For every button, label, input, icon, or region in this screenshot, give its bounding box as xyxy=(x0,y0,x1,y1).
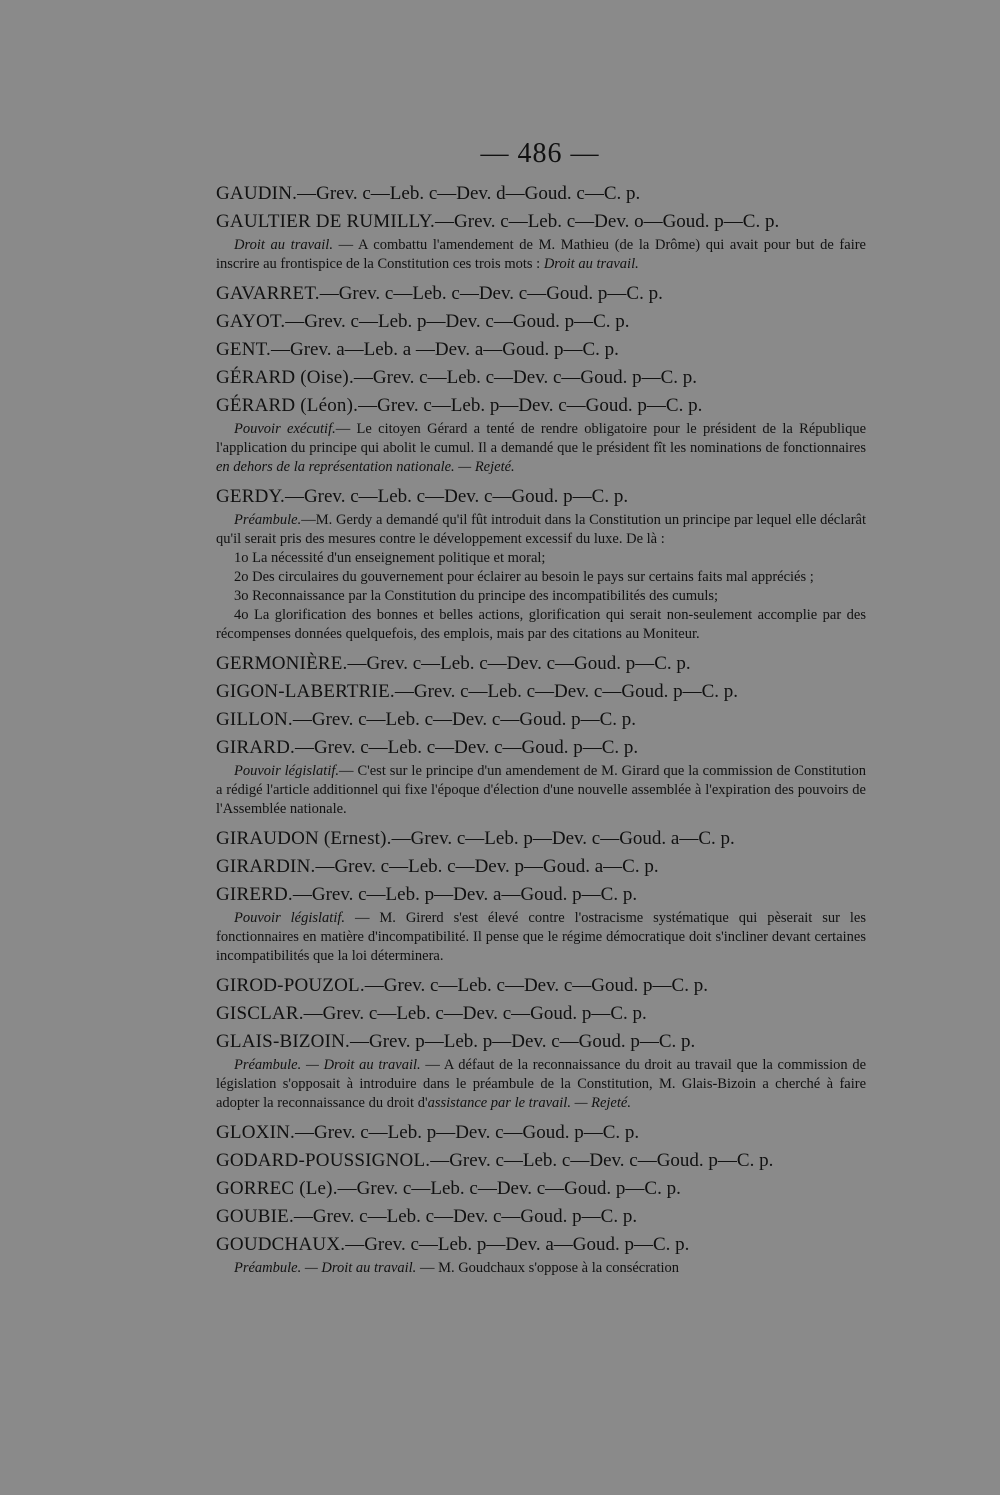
entry-heading xyxy=(216,1147,866,1175)
deputy-name: GAULTIER DE RUMILLY. xyxy=(216,211,436,232)
numbered-item: 2o Des circulaires du gouvernement pour éclairer au besoin le pays sur certains faits mal appréciés ; xyxy=(234,569,814,585)
entry-heading xyxy=(216,336,866,364)
entry-heading xyxy=(216,280,866,308)
vote-record: —Grev. c—Leb. c—Dev. c—Goud. p—C. p. xyxy=(347,653,691,674)
note-emphasis: en dehors de la représentation nationale. — Rejeté. xyxy=(216,459,515,475)
deputy-entry xyxy=(216,336,866,364)
vote-record: —Grev. a—Leb. a —Dev. a—Goud. p—C. p. xyxy=(271,339,619,360)
deputy-entry xyxy=(216,364,866,392)
deputy-name: GODARD-POUSSIGNOL. xyxy=(216,1150,431,1171)
vote-record: —Grev. c—Leb. c—Dev. c—Goud. p—C. p. xyxy=(292,709,637,730)
entries-list xyxy=(216,180,866,1284)
entry-heading xyxy=(216,706,866,734)
note-text: — C'est sur le principe d'un amendement de M. Girard que la commission de Constitution a rédigé l'article additionnel qui fixe l'époque d'élection d'une nouvelle assemblée à l'expiration des pouvoirs de l'Assemblée nationale. xyxy=(216,763,867,817)
numbered-item: 1o La nécessité d'un enseignement politique et moral; xyxy=(234,550,546,566)
deputy-name: GLOXIN. xyxy=(216,1122,295,1143)
deputy-name: GAUDIN. xyxy=(216,183,298,204)
entry-heading xyxy=(216,650,866,678)
deputy-entry xyxy=(216,678,866,706)
vote-record: —Grev. c—Leb. c—Dev. c—Goud. p—C. p. xyxy=(295,737,639,758)
vote-record: —Grev. c—Leb. c—Dev. c—Goud. p—C. p. xyxy=(364,975,708,996)
note-emphasis: Droit au travail. xyxy=(543,256,639,272)
vote-record: —Grev. c—Leb. c—Dev. p—Goud. a—C. p. xyxy=(315,856,659,877)
entry-heading xyxy=(216,208,866,236)
entry-heading xyxy=(216,1000,866,1028)
vote-record: —Grev. c—Leb. c—Dev. c—Goud. p—C. p. xyxy=(430,1150,774,1171)
entry-heading xyxy=(216,972,866,1000)
deputy-entry xyxy=(216,825,866,853)
entry-note xyxy=(216,236,866,274)
note-subject: Pouvoir exécutif. xyxy=(234,421,336,437)
vote-record: —Grev. c—Leb. c—Dev. c—Goud. p—C. p. xyxy=(337,1178,681,1199)
entry-heading xyxy=(216,308,866,336)
note-subject: Pouvoir législatif. xyxy=(234,910,346,926)
deputy-entry xyxy=(216,483,866,650)
deputy-entry xyxy=(216,734,866,819)
deputy-name: GÉRARD (Léon). xyxy=(216,395,359,416)
deputy-name: GIRARDIN. xyxy=(216,856,316,877)
deputy-name: GOUBIE. xyxy=(216,1206,294,1227)
deputy-entry xyxy=(216,280,866,308)
note-text: — A défaut de la reconnaissance du droit au travail que la commission de législation s'opposait à introduire dans le préambule de la Constitution, M. Glais-Bizoin a cherché à faire adopter la reconnaissance du droit d' xyxy=(216,1057,867,1111)
deputy-name: GENT. xyxy=(216,339,271,360)
entry-note xyxy=(216,1259,866,1278)
entry-heading xyxy=(216,881,866,909)
entry-heading xyxy=(216,1231,866,1259)
vote-record: —Grev. c—Leb. p—Dev. a—Goud. p—C. p. xyxy=(292,884,638,905)
entry-heading xyxy=(216,392,866,420)
deputy-entry xyxy=(216,1175,866,1203)
deputy-entry xyxy=(216,1203,866,1231)
note-subject: Préambule. — Droit au travail. xyxy=(234,1260,417,1276)
vote-record: —Grev. c—Leb. p—Dev. c—Goud. p—C. p. xyxy=(358,395,703,416)
numbered-item: 3o Reconnaissance par la Constitution du principe des incompatibilités des cumuls; xyxy=(234,588,719,604)
vote-record: —Grev. c—Leb. c—Dev. d—Goud. c—C. p. xyxy=(297,183,641,204)
note-text: — A combattu l'amendement de M. Mathieu (de la Drôme) qui avait pour but de faire inscrire au frontispice de la Constitution ces trois mots : xyxy=(216,237,866,272)
vote-record: —Grev. c—Leb. c—Dev. c—Goud. p—C. p. xyxy=(293,1206,638,1227)
entry-heading xyxy=(216,483,866,511)
note-subject: Droit au travail. xyxy=(234,237,333,253)
entry-note xyxy=(216,1056,866,1113)
vote-record: —Grev. p—Leb. p—Dev. c—Goud. p—C. p. xyxy=(350,1031,696,1052)
vote-record: —Grev. c—Leb. c—Dev. c—Goud. p—C. p. xyxy=(284,486,629,507)
deputy-name: GIRAUDON (Ernest). xyxy=(216,828,392,849)
vote-record: —Grev. c—Leb. p—Dev. c—Goud. p—C. p. xyxy=(294,1122,640,1143)
deputy-entry xyxy=(216,392,866,477)
deputy-entry xyxy=(216,706,866,734)
note-text: — M. Girerd s'est élevé contre l'ostracisme systématique qui pèserait sur les fonctionnaires en matière d'incompatibilité. Il pense que le régime démocratique doit s'incliner devant certaines incompatibilités que la loi déterminera. xyxy=(216,910,867,964)
deputy-name: GIRARD. xyxy=(216,737,295,758)
note-emphasis: assistance par le travail. — Rejeté. xyxy=(427,1095,631,1111)
deputy-name: GLAIS-BIZOIN. xyxy=(216,1031,350,1052)
vote-record: —Grev. c—Leb. c—Dev. c—Goud. p—C. p. xyxy=(319,283,663,304)
deputy-entry xyxy=(216,650,866,678)
vote-record: —Grev. c—Leb. p—Dev. c—Goud. p—C. p. xyxy=(285,311,630,332)
note-subject: Préambule. xyxy=(234,512,302,528)
note-text: — M. Goudchaux s'oppose à la consécration xyxy=(416,1260,680,1276)
deputy-name: GOUDCHAUX. xyxy=(216,1234,346,1255)
deputy-entry xyxy=(216,972,866,1000)
entry-note xyxy=(216,762,866,819)
page-number: — 486 — xyxy=(480,138,600,169)
vote-record: —Grev. c—Leb. p—Dev. a—Goud. p—C. p. xyxy=(345,1234,690,1255)
note-subject: Préambule. — Droit au travail. xyxy=(234,1057,421,1073)
deputy-name: GILLON. xyxy=(216,709,293,730)
entry-heading xyxy=(216,1028,866,1056)
deputy-entry xyxy=(216,853,866,881)
entry-note xyxy=(216,909,866,966)
deputy-entry xyxy=(216,308,866,336)
vote-record: —Grev. c—Leb. c—Dev. c—Goud. p—C. p. xyxy=(353,367,698,388)
deputy-name: GORREC (Le). xyxy=(216,1178,338,1199)
note-text: —M. Gerdy a demandé qu'il fût introduit dans la Constitution un principe par lequel elle déclarât qu'il serait pris des mesures contre le développement excessif du luxe. De là : xyxy=(216,512,866,547)
deputy-name: GIGON-LABERTRIE. xyxy=(216,681,395,702)
entry-heading xyxy=(216,734,866,762)
deputy-name: GAYOT. xyxy=(216,311,286,332)
entry-heading xyxy=(216,853,866,881)
deputy-entry xyxy=(216,208,866,274)
entry-note xyxy=(216,511,866,549)
entry-heading xyxy=(216,678,866,706)
deputy-entry xyxy=(216,180,866,208)
note-subject: Pouvoir législatif. xyxy=(234,763,340,779)
deputy-name: GIRERD. xyxy=(216,884,293,905)
deputy-entry xyxy=(216,1231,866,1278)
entry-heading xyxy=(216,1203,866,1231)
vote-record: —Grev. c—Leb. c—Dev. c—Goud. p—C. p. xyxy=(394,681,738,702)
entry-note xyxy=(216,420,866,477)
entry-heading xyxy=(216,1119,866,1147)
vote-record: —Grev. c—Leb. c—Dev. o—Goud. p—C. p. xyxy=(435,211,780,232)
vote-record: —Grev. c—Leb. c—Dev. c—Goud. p—C. p. xyxy=(303,1003,647,1024)
vote-record: —Grev. c—Leb. p—Dev. c—Goud. a—C. p. xyxy=(391,828,735,849)
entry-heading xyxy=(216,364,866,392)
entry-heading xyxy=(216,1175,866,1203)
entry-heading xyxy=(216,180,866,208)
deputy-entry xyxy=(216,1119,866,1147)
deputy-name: GIROD-POUZOL. xyxy=(216,975,365,996)
deputy-entry xyxy=(216,1028,866,1113)
deputy-name: GERMONIÈRE. xyxy=(216,653,348,674)
deputy-name: GISCLAR. xyxy=(216,1003,304,1024)
entry-heading xyxy=(216,825,866,853)
deputy-name: GERDY. xyxy=(216,486,285,507)
deputy-entry xyxy=(216,881,866,966)
deputy-name: GÉRARD (Oise). xyxy=(216,367,354,388)
deputy-entry xyxy=(216,1000,866,1028)
deputy-name: GAVARRET. xyxy=(216,283,320,304)
deputy-entry xyxy=(216,1147,866,1175)
numbered-item: 4o La glorification des bonnes et belles actions, glorification qui serait non-seulement accomplie par des récompenses données quelquefois, des emplois, mais par des citations au Moniteur. xyxy=(216,607,866,642)
note-text: — Le citoyen Gérard a tenté de rendre obligatoire pour le président de la République l'application du principe qui abolit le cumul. Il a demandé que le président fît les nominations de fonctionnaires xyxy=(216,421,867,456)
